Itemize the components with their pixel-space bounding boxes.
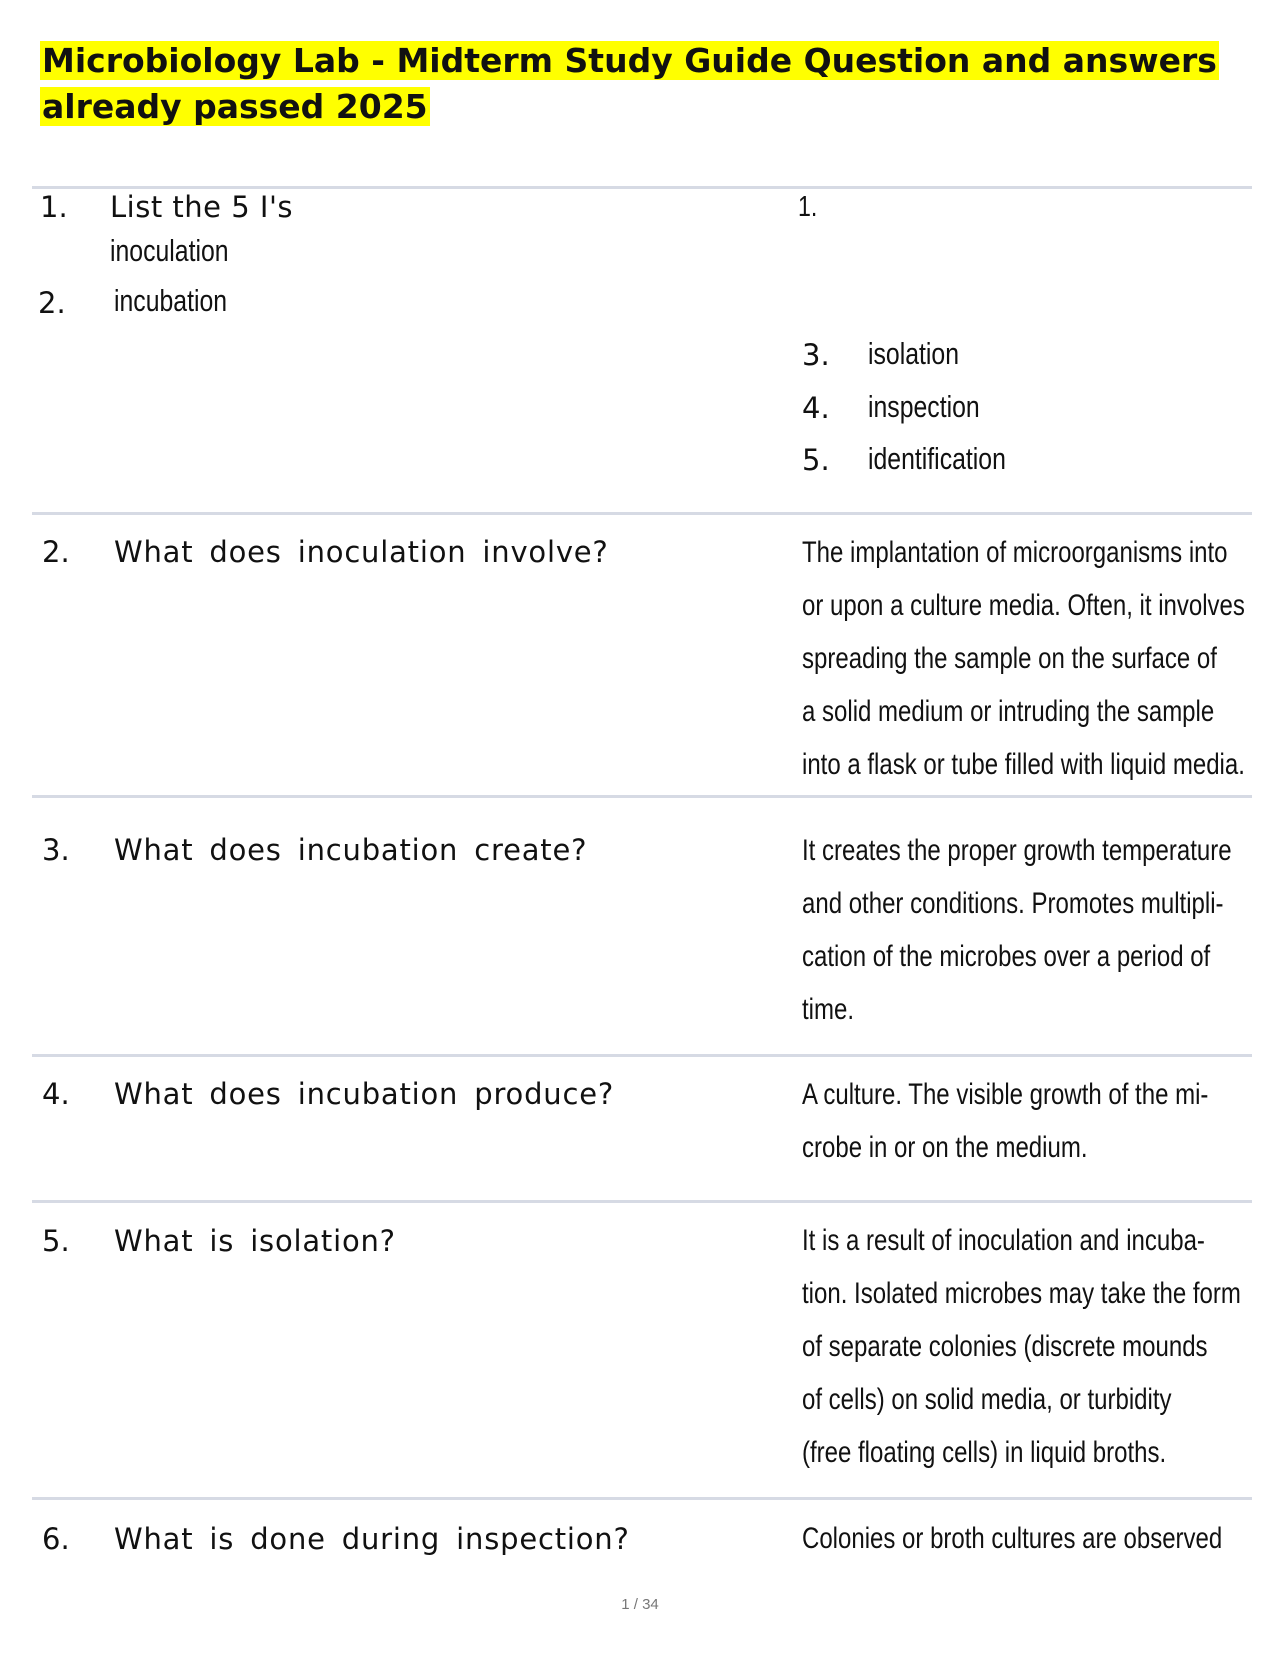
answer-line: a solid medium or intruding the sample [802, 695, 1215, 728]
question-text: What is done during inspection? [114, 1522, 630, 1556]
answer-item-label: identification [868, 441, 1006, 476]
question-text: List the 5 I's [110, 190, 294, 224]
question-text: What is isolation? [114, 1224, 396, 1258]
answer-line: spreading the sample on the surface of [802, 642, 1217, 675]
answer-item-number: 4. [802, 391, 830, 425]
answer-line: of separate colonies (discrete mounds [802, 1330, 1208, 1363]
question-text: What does incubation create? [114, 833, 588, 867]
answer-line: time. [802, 993, 855, 1026]
answer-item-label: inspection [868, 389, 980, 424]
answer-line: tion. Isolated microbes may take the form [802, 1277, 1241, 1310]
answer-text [802, 824, 1280, 1036]
question-number: 6. [42, 1522, 70, 1556]
question-number: 2. [42, 535, 70, 569]
answer-line: into a flask or tube filled with liquid media. [802, 748, 1245, 781]
answer-line: (free floating cells) in liquid broths. [802, 1436, 1167, 1469]
row-divider [32, 1054, 1252, 1057]
answer-line: A culture. The visible growth of the mi- [802, 1078, 1209, 1111]
answer-item-label: incubation [114, 283, 228, 318]
answer-item-label: isolation [868, 336, 959, 371]
answer-line: It creates the proper growth temperature [802, 834, 1232, 867]
row-divider [32, 1497, 1252, 1500]
question-text: What does inoculation involve? [114, 535, 609, 569]
title-highlight: Microbiology Lab - Midterm Study Guide Question and answers already passed 2025 [42, 41, 1217, 126]
row-divider [32, 186, 1252, 189]
answer-text [802, 1214, 1280, 1479]
question-number: 4. [42, 1077, 70, 1111]
answer-item-number: 2. [38, 286, 66, 320]
answer-text [802, 1068, 1280, 1174]
answer-line: The implantation of microorganisms into [802, 536, 1228, 569]
answer-line: and other conditions. Promotes multipli- [802, 887, 1224, 920]
document-title [40, 38, 1220, 130]
answer-line: It is a result of inoculation and incuba- [802, 1224, 1205, 1257]
answer-line: of cells) on solid media, or turbidity [802, 1383, 1172, 1416]
question-number: 3. [42, 833, 70, 867]
answer-item-number: 5. [802, 443, 830, 477]
row-divider [32, 1200, 1252, 1203]
answer-line: cation of the microbes over a period of [802, 940, 1211, 973]
question-text: What does incubation produce? [114, 1077, 615, 1111]
answer-item-number: 3. [802, 338, 830, 372]
question-number: 1. [40, 190, 68, 224]
answer-line: crobe in or on the medium. [802, 1131, 1088, 1164]
answer-text [802, 526, 1280, 791]
row-divider [32, 795, 1252, 798]
question-number: 5. [42, 1224, 70, 1258]
answer-line: or upon a culture media. Often, it involves [802, 589, 1245, 622]
answer-line: Colonies or broth cultures are observed [802, 1522, 1223, 1555]
row-divider [32, 512, 1252, 515]
answer-item-label: inoculation [110, 233, 229, 268]
page-indicator: 1 / 34 [621, 1596, 659, 1613]
answer-item-number: 1. [798, 191, 818, 223]
answer-text [802, 1512, 1280, 1565]
